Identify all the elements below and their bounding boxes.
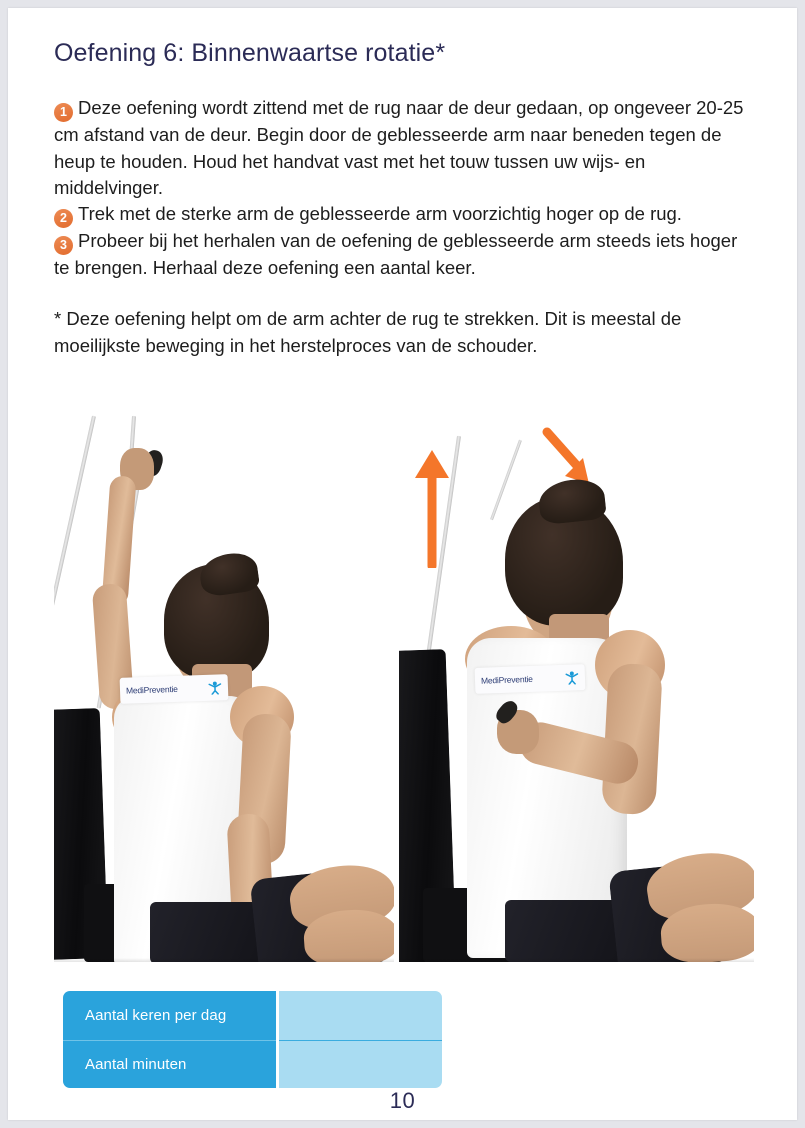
medipreventie-figure-icon (207, 680, 223, 695)
table-row-value[interactable] (279, 991, 442, 1040)
step-number-badge: 1 (54, 103, 73, 122)
table-row-label: Aantal minuten (63, 1040, 276, 1089)
instruction-list (54, 95, 754, 281)
step-text: Deze oefening wordt zittend met de rug naar de deur gedaan, op ongeveer 20-25 cm afstand van de deur. Begin door de geblesseerde arm naar beneden tegen de heup te houden. Houd het handvat vast met het touw tussen uw wijs- en middelvinger. (54, 97, 744, 198)
list-item (54, 201, 754, 228)
table-row (63, 1040, 442, 1089)
shirt-logo-text: MediPreventie (125, 683, 178, 696)
page-title: Oefening 6: Binnenwaartse rotatie* (54, 39, 446, 67)
arrow-up-icon (409, 440, 455, 568)
list-item (54, 228, 754, 281)
shirt-logo (475, 664, 586, 694)
shirt-logo-text: MediPreventie (480, 673, 533, 686)
tracking-table (63, 991, 442, 1088)
medipreventie-figure-icon (564, 670, 580, 685)
shirt-logo (120, 674, 229, 704)
photo-edge-shadow (54, 958, 394, 962)
document-page (8, 8, 797, 1120)
photo-edge-shadow (399, 958, 754, 962)
table-row-label: Aantal keren per dag (63, 991, 276, 1040)
footnote: * Deze oefening helpt om de arm achter de rug te strekken. Dit is meestal de moeilijkste beweging in het herstelproces van de schouder. (54, 308, 682, 356)
table-row (63, 991, 442, 1040)
document-content (54, 38, 754, 359)
step-number-badge: 2 (54, 209, 73, 228)
step-text: Probeer bij het herhalen van de oefening de geblesseerde arm steeds iets hoger te brengen. Herhaal deze oefening een aantal keer. (54, 230, 738, 279)
page-number: 10 (389, 1088, 416, 1113)
list-item (54, 95, 754, 201)
step-text: Trek met de sterke arm de geblesseerde arm voorzichtig hoger op de rug. (78, 203, 682, 225)
exercise-photos (54, 414, 754, 962)
step-number-badge: 3 (54, 236, 73, 255)
exercise-photo-2 (399, 414, 754, 962)
table-row-value[interactable] (279, 1040, 442, 1089)
exercise-photo-1 (54, 414, 394, 962)
